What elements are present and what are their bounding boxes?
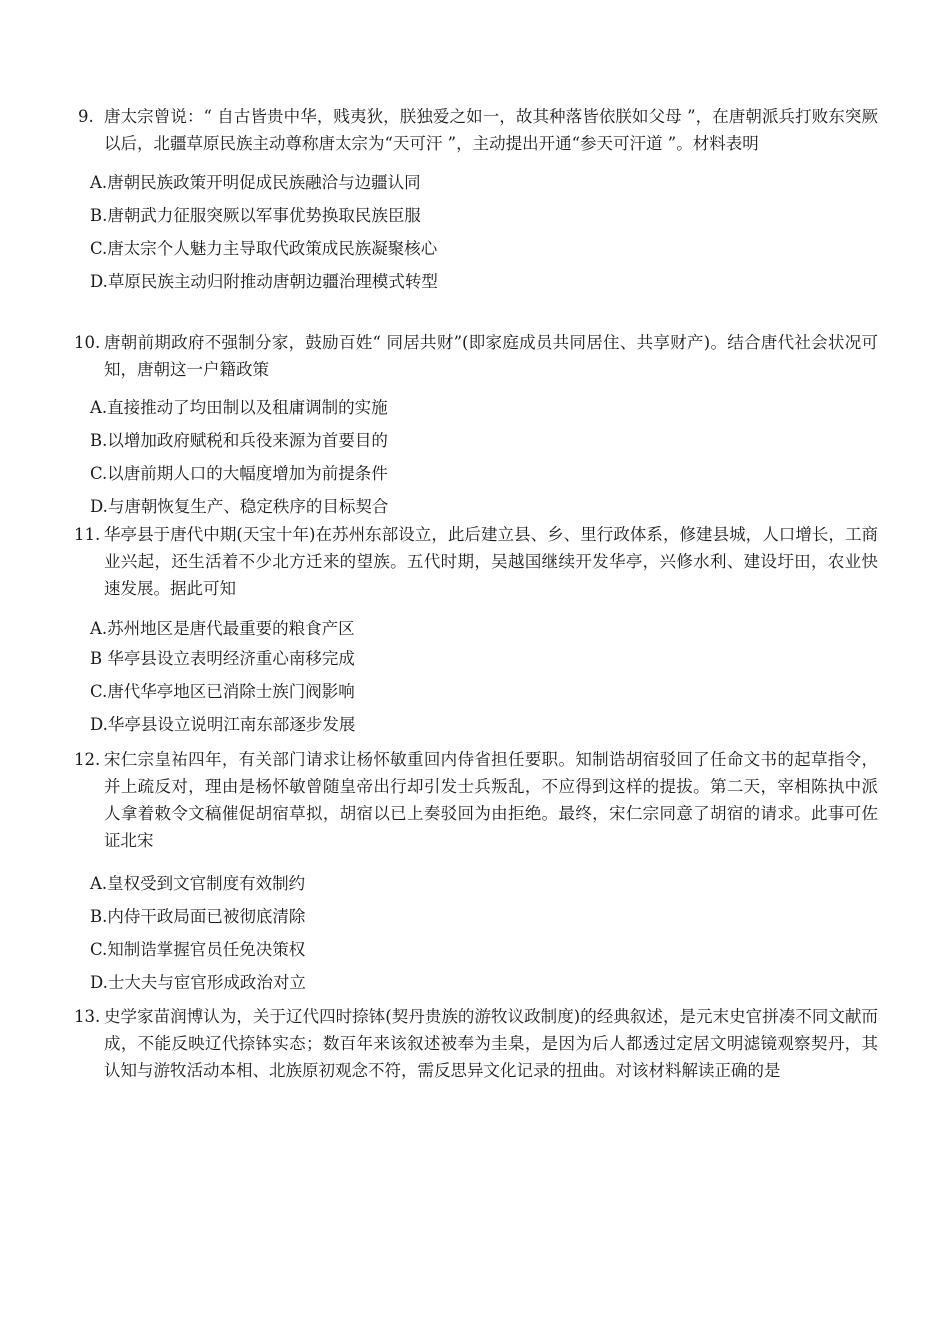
option-list: [90, 615, 878, 741]
question-number: 13.: [74, 1007, 101, 1026]
option-d: D.华亭县设立说明江南东部逐步发展: [90, 715, 356, 734]
option-d: D.草原民族主动归附推动唐朝边疆治理模式转型: [90, 272, 438, 291]
question-number: 10.: [74, 333, 101, 352]
question-number: 12.: [74, 750, 101, 769]
question-stem: [74, 521, 878, 602]
question-stem: [74, 746, 878, 854]
question-stem: [78, 103, 878, 157]
option-b: B.以增加政府赋税和兵役来源为首要目的: [90, 431, 388, 450]
option-a: A.唐朝民族政策开明促成民族融洽与边疆认同: [90, 173, 421, 192]
option-c: C.以唐前期人口的大幅度增加为前提条件: [90, 464, 388, 483]
option-list: [90, 391, 878, 523]
option-a: A.直接推动了均田制以及租庸调制的实施: [90, 398, 388, 417]
question-stem: [74, 1003, 878, 1084]
question-number: 11.: [74, 525, 101, 544]
option-list: [90, 166, 878, 298]
question-12: [74, 746, 878, 999]
question-10: [74, 329, 878, 523]
option-a: A.苏州地区是唐代最重要的粮食产区: [90, 619, 355, 638]
question-11: [74, 521, 878, 741]
option-b: B 华亭县设立表明经济重心南移完成: [90, 649, 355, 668]
option-d: D.与唐朝恢复生产、稳定秩序的目标契合: [90, 497, 389, 516]
option-c: C.唐代华亭地区已消除士族门阀影响: [90, 682, 355, 701]
question-number: 9.: [78, 107, 94, 126]
option-c: C.唐太宗个人魅力主导取代政策成民族凝聚核心: [90, 239, 438, 258]
question-text: 唐朝前期政府不强制分家，鼓励百姓“ 同居共财”(即家庭成员共同居住、共享财产)。结合唐代社会状况可知，唐朝这一户籍政策: [104, 333, 878, 379]
option-a: A.皇权受到文官制度有效制约: [90, 874, 306, 893]
question-13: [74, 1003, 878, 1084]
question-text: 史学家苗润博认为，关于辽代四时捺钵(契丹贵族的游牧议政制度)的经典叙述，是元末史官拼凑不同文献而成，不能反映辽代捺钵实态；数百年来该叙述被奉为圭臬，是因为后人都透过定居文明滤镜观察契丹，其认知与游牧活动本相、北族原初观念不符，需反思异文化记录的扭曲。对该材料解读正确的是: [104, 1007, 878, 1080]
question-stem: [74, 329, 878, 383]
question-text: 宋仁宗皇祐四年，有关部门请求让杨怀敏重回内侍省担任要职。知制诰胡宿驳回了任命文书的起草指令，并上疏反对，理由是杨怀敏曾随皇帝出行却引发士兵叛乱，不应得到这样的提拔。第二天，宰相陈执中派人拿着敕令文稿催促胡宿草拟，胡宿以已上奏驳回为由拒绝。最终，宋仁宗同意了胡宿的请求。此事可佐证北宋: [104, 750, 878, 850]
option-b: B.唐朝武力征服突厥以军事优势换取民族臣服: [90, 206, 421, 225]
question-text: 华亭县于唐代中期(天宝十年)在苏州东部设立，此后建立县、乡、里行政体系，修建县城，人口增长，工商业兴起，还生活着不少北方迁来的望族。五代时期，吴越国继续开发华亭，兴修水利、建设圩田，农业快速发展。据此可知: [104, 525, 878, 598]
option-c: C.知制诰掌握官员任免决策权: [90, 940, 306, 959]
question-text: 唐太宗曾说：“ 自古皆贵中华，贱夷狄，朕独爱之如一，故其种落皆依朕如父母 ”，在唐朝派兵打败东突厥以后，北疆草原民族主动尊称唐太宗为“天可汗 ”，主动提出开通“参天可汗道 ”。材料表明: [104, 107, 878, 153]
option-b: B.内侍干政局面已被彻底清除: [90, 907, 306, 926]
question-9: [78, 103, 878, 298]
option-d: D.士大夫与宦官形成政治对立: [90, 973, 306, 992]
option-list: [90, 867, 878, 999]
